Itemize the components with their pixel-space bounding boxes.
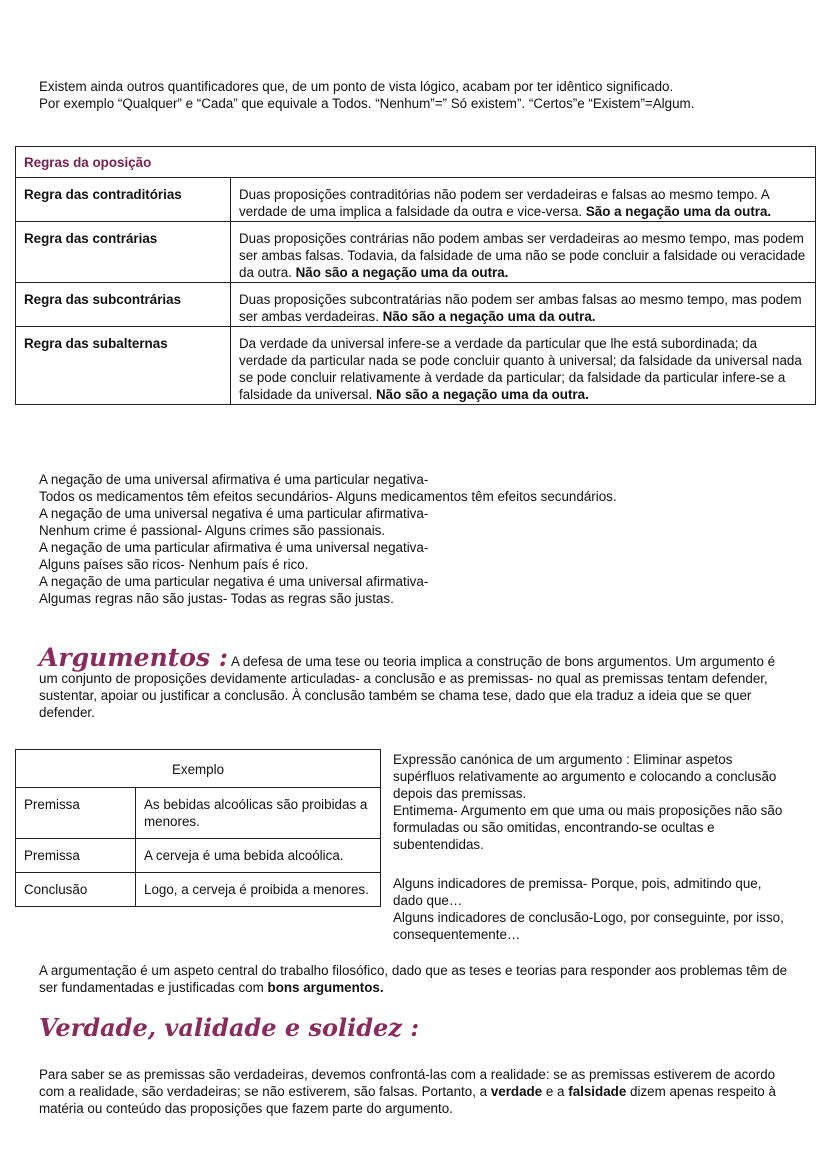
table-row [16, 873, 381, 907]
intro-line: Existem ainda outros quantificadores que, de um ponto de vista lógico, acabam por ter idêntico significado. [39, 79, 674, 94]
verdade-paragraph: Para saber se as premissas são verdadeiras, devemos confrontá-las com a realidade: se as premissas estiverem de acordo com a realidade, são verdadeiras; se não estiverem, são falsas. Portanto, a verdade e a falsidade dizem apenas respeito à matéria ou conteúdo das proposições que fazem parte do argumento. [39, 1067, 776, 1116]
rule-name: Regra das subcontrárias [16, 283, 231, 327]
table-row [16, 222, 816, 283]
conclusion-indicators-note: Alguns indicadores de conclusão-Logo, por conseguinte, por isso, consequentemente… [393, 910, 784, 942]
table-row [16, 839, 381, 873]
table-row [16, 788, 381, 839]
negation-line: Nenhum crime é passional- Alguns crimes são passionais. [39, 523, 386, 538]
negation-line: Todos os medicamentos têm efeitos secundários- Alguns medicamentos têm efeitos secundários. [39, 489, 617, 504]
rule-name: Regra das contraditórias [16, 178, 231, 222]
example-key: Premissa [16, 839, 136, 873]
premise-indicators-note: Alguns indicadores de premissa- Porque, pois, admitindo que, dado que… [393, 876, 762, 908]
table-row [16, 327, 816, 405]
negation-line: A negação de uma universal afirmativa é uma particular negativa- [39, 472, 429, 487]
example-table [15, 749, 381, 907]
verdade-heading: Verdade, validade e solidez : [39, 1013, 420, 1042]
canonical-note: Expressão canónica de um argumento : Eliminar aspetos supérfluos relativamente ao argumento e colocando a conclusão depois das premissas. [393, 752, 777, 801]
rule-description: Duas proposições contraditórias não podem ser verdadeiras e falsas ao mesmo tempo. A verdade de uma implica a falsidade da outra e vice-versa. São a negação uma da outra. [231, 178, 816, 222]
table-row [16, 178, 816, 222]
rule-name: Regra das subalternas [16, 327, 231, 405]
opposition-rules-table [15, 146, 816, 405]
negations-list [39, 471, 799, 607]
negation-line: A negação de uma particular negativa é uma universal afirmativa- [39, 574, 429, 589]
example-key: Conclusão [16, 873, 136, 907]
intro-paragraph [39, 78, 799, 112]
example-header: Exemplo [16, 750, 381, 788]
table-row [16, 283, 816, 327]
indicator-notes [393, 875, 793, 943]
entimema-note: Entimema- Argumento em que uma ou mais proposições não são formuladas ou são omitidas, encontrando-se ocultas e subentendidas. [393, 803, 783, 852]
example-value: A cerveja é uma bebida alcoólica. [136, 839, 381, 873]
intro-line: Por exemplo “Qualquer” e “Cada” que equivale a Todos. “Nenhum”=” Só existem”. “Certos”e “Existem”=Algum. [39, 96, 695, 111]
example-value: Logo, a cerveja é proibida a menores. [136, 873, 381, 907]
negation-line: A negação de uma particular afirmativa é uma universal negativa- [39, 540, 429, 555]
negation-line: Algumas regras não são justas- Todas as regras são justas. [39, 591, 394, 606]
rule-description: Da verdade da universal infere-se a verdade da particular que lhe está subordinada; da verdade da particular nada se pode concluir quanto à universal; da falsidade da universal nada se pode concluir relativamente à verdade da particular; da falsidade da particular infere-se a falsidade da universal. Não são a negação uma da outra. [231, 327, 816, 405]
negation-line: A negação de uma universal negativa é uma particular afirmativa- [39, 506, 429, 521]
table-header-row [16, 750, 381, 788]
negation-line: Alguns países são ricos- Nenhum país é rico. [39, 557, 309, 572]
example-value: As bebidas alcoólicas são proibidas a menores. [136, 788, 381, 839]
rule-description: Duas proposições subcontratárias não podem ser ambas falsas ao mesmo tempo, mas podem ser ambas verdadeiras. Não são a negação uma da outra. [231, 283, 816, 327]
table-header-row [16, 147, 816, 178]
argumentos-heading: Argumentos : [39, 643, 228, 672]
argumentos-text: A defesa de uma tese ou teoria implica a construção de bons argumentos. Um argumento é um conjunto de proposições devidamente articuladas- a conclusão e as premissas- no qual as premissas tentam defender, sustentar, apoiar ou justificar a conclusão. À conclusão também se chama tese, dado que ela traduz a ideia que se quer defender. [39, 654, 776, 720]
argumentos-section [39, 643, 784, 721]
rule-description: Duas proposições contrárias não podem ambas ser verdadeiras ao mesmo tempo, mas podem ser ambas falsas. Todavia, da falsidade de uma não se pode concluir a falsidade ou veracidade da outra. Não são a negação uma da outra. [231, 222, 816, 283]
rule-name: Regra das contrárias [16, 222, 231, 283]
argumentation-paragraph: A argumentação é um aspeto central do trabalho filosófico, dado que as teses e teorias para responder aos problemas têm de ser fundamentadas e justificadas com bons argumentos. [39, 963, 788, 995]
table-title: Regras da oposição [16, 147, 816, 178]
example-key: Premissa [16, 788, 136, 839]
side-notes [393, 751, 793, 853]
